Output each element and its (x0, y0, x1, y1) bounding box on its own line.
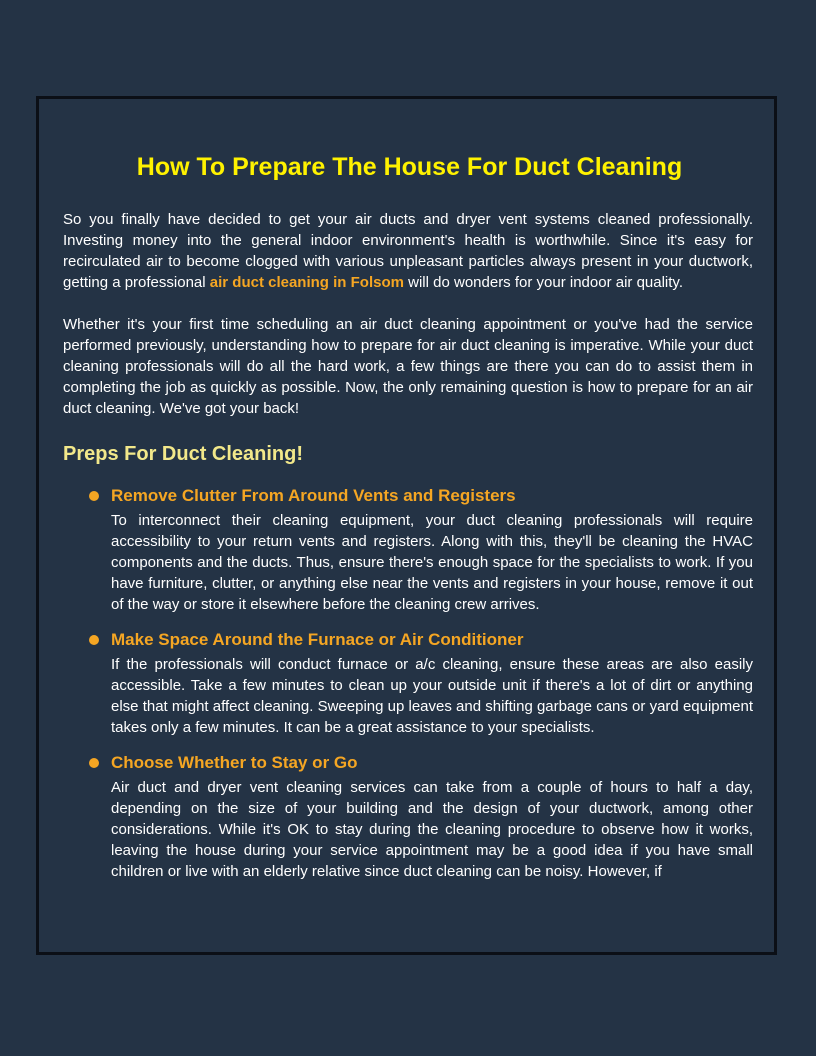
list-item-title: Make Space Around the Furnace or Air Conditioner (111, 630, 524, 649)
list-item (63, 751, 753, 882)
list-item (63, 484, 753, 615)
intro-text-start: So you finally have decided to get your air ducts and dryer vent systems cleaned professionally. Investing money into the general indoor environment's health is worthwhile. Since it's easy for recirculated air to become clogged with various unpleasant particles always present in your ductwork, getting a professional (63, 211, 753, 291)
air-duct-cleaning-link[interactable]: air duct cleaning in Folsom (209, 274, 404, 291)
preps-list (63, 484, 753, 882)
list-item-body: If the professionals will conduct furnace or a/c cleaning, ensure these areas are also easily accessible. Take a few minutes to clean up your outside unit if there's a lot of dirt or anything else that might affect cleaning. Sweeping up leaves and shifting garbage cans or yard equipment takes only a few minutes. It can be a great assistance to your specialists. (111, 656, 753, 736)
document-content (63, 209, 753, 895)
preps-subheading: Preps For Duct Cleaning! (63, 443, 304, 465)
bullet-icon (89, 491, 99, 501)
list-item-body: Air duct and dryer vent cleaning services can take from a couple of hours to half a day, depending on the size of your building and the design of your ductwork, among other considerations. While it's OK to stay during the cleaning procedure to observe how it works, leaving the house during your service appointment may be a good idea if you have small children or live with an elderly relative since duct cleaning can be noisy. However, if (111, 779, 753, 880)
document-title: How To Prepare The House For Duct Cleaning (136, 153, 683, 181)
bullet-icon (89, 635, 99, 645)
list-item (63, 628, 753, 738)
list-item-title: Remove Clutter From Around Vents and Registers (111, 486, 516, 505)
intro-paragraph (63, 209, 753, 293)
document-frame (36, 96, 777, 955)
list-item-title: Choose Whether to Stay or Go (111, 753, 358, 772)
list-item-body: To interconnect their cleaning equipment, your duct cleaning professionals will require accessibility to your return vents and registers. Along with this, they'll be cleaning the HVAC components and the ducts. Thus, ensure there's enough space for the specialists to work. If you have furniture, clutter, or anything else near the vents and registers in your house, remove it out of the way or store it elsewhere before the cleaning crew arrives. (111, 512, 753, 613)
intro-text-end: will do wonders for your indoor air quality. (403, 274, 683, 291)
second-paragraph: Whether it's your first time scheduling an air duct cleaning appointment or you've had the service performed previously, understanding how to prepare for air duct cleaning is imperative. While your duct cleaning professionals will do all the hard work, a few things are there you can do to assist them in completing the job as quickly as possible. Now, the only remaining question is how to prepare for an air duct cleaning. We've got your back! (63, 316, 753, 417)
bullet-icon (89, 758, 99, 768)
